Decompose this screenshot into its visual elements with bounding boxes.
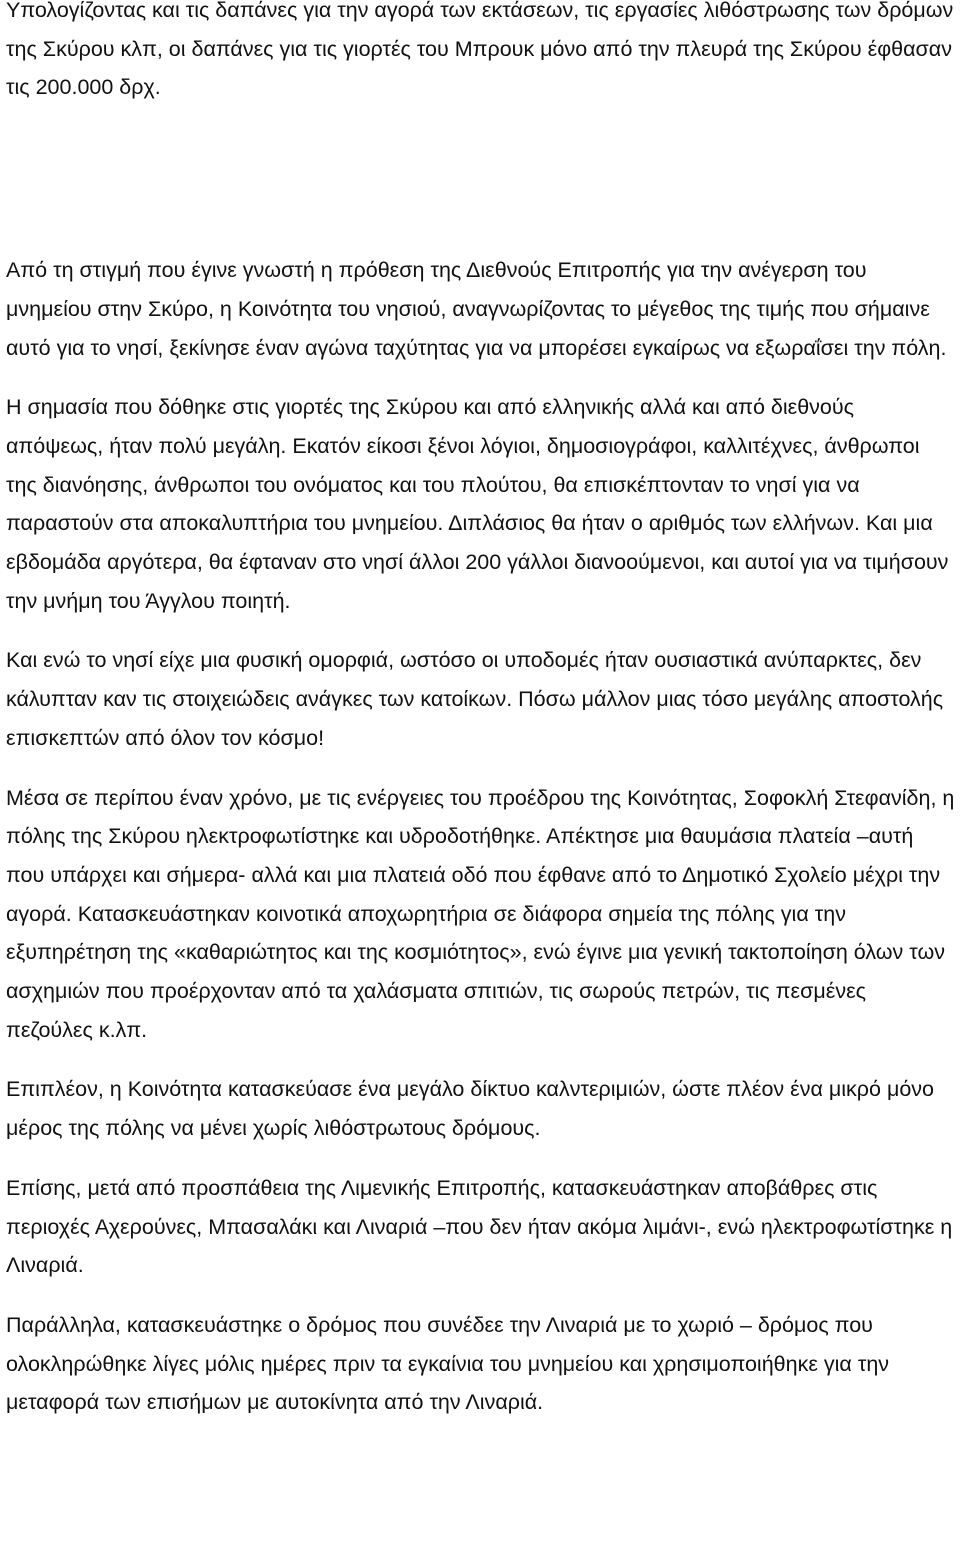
paragraph-road-linaria: Παράλληλα, κατασκευάστηκε ο δρόμος που συνέδεε την Λιναριά με το χωριό – δρόμος που ολοκληρώθηκε λίγες μόλις ημέρες πριν τα εγκαίνια του μνημείου και χρησιμοποιήθηκε για την μεταφορά των επισήμων με αυτοκίνητα από την Λιναριά. bbox=[6, 1312, 890, 1415]
paragraph-festival-costs: Υπολογίζοντας και τις δαπάνες για την αγορά των εκτάσεων, τις εργασίες λιθόστρωσης των δρόμων της Σκύρου κλπ, οι δαπάνες για τις γιορτές του Μπρουκ μόνο από την πλευρά της Σκύρου έφθασαν τις 200.000 δρχ. bbox=[6, 0, 954, 100]
paragraph-improvements: Μέσα σε περίπου έναν χρόνο, με τις ενέργειες του προέδρου της Κοινότητας, Σοφοκλή Στεφανίδη, η πόλης της Σκύρου ηλεκτροφωτίστηκε και υδροδοτήθηκε. Απέκτησε μια θαυμάσια πλατεία –αυτή που υπάρχει και σήμερα- αλλά και μια πλατειά οδό που έφθανε από το Δημοτικό Σχολείο μέχρι την αγορά. Κατασκευάστηκαν κοινοτικά αποχωρητήρια σε διάφορα σημεία της πόλης για την εξυπηρέτηση της «καθαριώτητος και της κοσμιότητος», ενώ έγινε μια γενική τακτοποίηση όλων των ασχημιών που προέρχονταν από τα χαλάσματα σπιτιών, τις σωρούς πετρών, τις πεσμένες πεζούλες κ.λπ. bbox=[6, 785, 955, 1042]
paragraph-infrastructure: Και ενώ το νησί είχε μια φυσική ομορφιά, ωστόσο οι υποδομές ήταν ουσιαστικά ανύπαρκτες, δεν κάλυπταν καν τις στοιχειώδεις ανάγκες των κατοίκων. Πόσω μάλλον μιας τόσο μεγάλης αποστολής επισκεπτών από όλον τον κόσμο! bbox=[6, 648, 944, 750]
paragraph-cobblestone-network: Επιπλέον, η Κοινότητα κατασκεύασε ένα μεγάλο δίκτυο καλντεριμιών, ώστε πλέον ένα μικρό μόνο μέρος της πόλης να μένει χωρίς λιθόστρωτους δρόμους. bbox=[6, 1077, 935, 1141]
paragraph-festival-importance: Η σημασία που δόθηκε στις γιορτές της Σκύρου και από ελληνικής αλλά και από διεθνούς απόψεως, ήταν πολύ μεγάλη. Εκατόν είκοσι ξένοι λόγιοι, δημοσιογράφοι, καλλιτέχνες, άνθρωποι της διανόησης, άνθρωποι του ονόματος και του πλούτου, θα επισκέπτονταν το νησί για να παραστούν στα αποκαλυπτήρια του μνημείου. Διπλάσιος θα ήταν ο αριθμός των ελλήνων. Και μια εβδομάδα αργότερα, θα έφταναν στο νησί άλλοι 200 γάλλοι διανοούμενοι, και αυτοί για να τιμήσουν την μνήμη του Άγγλου ποιητή. bbox=[6, 395, 949, 613]
paragraph-piers: Επίσης, μετά από προσπάθεια της Λιμενικής Επιτροπής, κατασκευάστηκαν αποβάθρες στις περιοχές Αχερούνες, Μπασαλάκι και Λιναριά –που δεν ήταν ακόμα λιμάνι-, ενώ ηλεκτροφωτίστηκε η Λιναριά. bbox=[6, 1175, 953, 1278]
paragraph-monument-intent: Από τη στιγμή που έγινε γνωστή η πρόθεση της Διεθνούς Επιτροπής για την ανέγερση του μνημείου στην Σκύρο, η Κοινότητα του νησιού, αναγνωρίζοντας το μέγεθος της τιμής που σήμαινε αυτό για το νησί, ξεκίνησε έναν αγώνα ταχύτητας για να μπορέσει εγκαίρως να εξωραΐσει την πόλη. bbox=[6, 258, 947, 360]
